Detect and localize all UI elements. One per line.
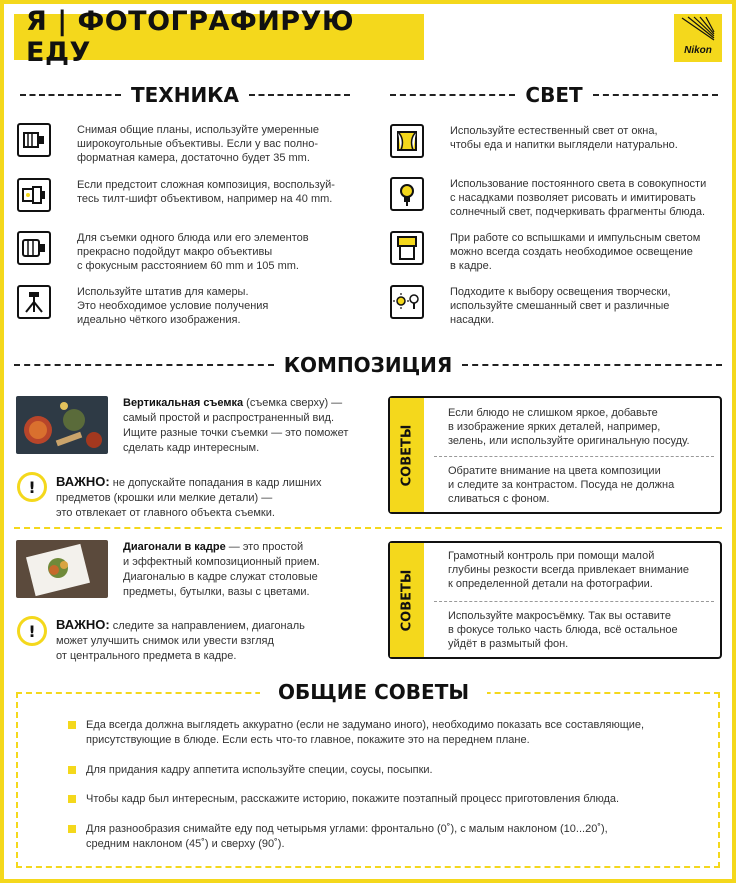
warning-icon: ! <box>17 616 47 646</box>
section-divider <box>14 527 722 529</box>
tilt-shift-lens-icon <box>17 178 51 212</box>
general-tip-text: Еда всегда должна выглядеть аккуратно (если не задумано иного), необходимо показать все составляющие, присутствующие в блюде. Если есть что-то главное, покажите это на переднем плане. <box>86 719 645 746</box>
technique-item-text: Для съемки одного блюда или его элементов прекрасно подойдут макро объективы с фокусным расстоянием 60 mm и 105 mm. <box>77 232 309 272</box>
composition-heading-text: КОМПОЗИЦИЯ <box>283 353 453 377</box>
logo-rays-icon <box>674 14 722 44</box>
warning-icon: ! <box>17 472 47 502</box>
light-item <box>390 285 671 327</box>
macro-lens-icon <box>17 231 51 265</box>
tripod-icon <box>17 285 51 319</box>
food-photo-diagonal <box>16 540 108 598</box>
wide-lens-icon <box>17 123 51 157</box>
tips-label: СОВЕТЫ <box>399 569 415 631</box>
vertical-shot-text <box>123 396 373 456</box>
lamp-icon <box>390 177 424 211</box>
technique-item-text: Если предстоит сложная композиция, воспользуй- тесь тилт-шифт объективом, например на 40 mm. <box>77 179 335 205</box>
warning-lead: ВАЖНО: <box>56 617 110 632</box>
light-item-text: Используйте естественный свет от окна, чтобы еда и напитки выглядели натурально. <box>450 125 678 151</box>
tip-divider <box>434 601 714 602</box>
warning-text-2 <box>56 617 356 664</box>
general-tip-text: Для придания кадру аппетита используйте специи, соусы, посыпки. <box>86 764 433 776</box>
page-title: Я | ФОТОГРАФИРУЮ ЕДУ <box>14 14 424 60</box>
technique-item <box>17 178 335 212</box>
diagonal-body: — это простой и эффектный композиционный прием. Диагональю в кадре служат столовые предметы, бутылки, вазы с цветами. <box>123 541 320 598</box>
technique-item-text: Снимая общие планы, используйте умеренные широкоугольные объективы. Если у вас полно- форматная камера, достаточно будет 35 mm. <box>77 124 319 164</box>
tips-box-1 <box>388 396 722 514</box>
light-item-text: Подходите к выбору освещения творчески, используйте смешанный свет и различные насадки. <box>450 286 671 326</box>
general-tip-text: Для разнообразия снимайте еду под четырьмя углами: фронтально (0˚), с малым наклоном (10...20˚), средним наклоном (45˚) и сверху (90˚). <box>86 823 608 850</box>
light-item <box>390 124 678 158</box>
light-item-text: Использование постоянного света в совокупности с насадками позволяет рисовать и имитировать солнечный свет, подчеркивать фрагменты блюда. <box>450 178 707 218</box>
tip-divider <box>434 456 714 457</box>
light-heading <box>390 80 718 110</box>
composition-heading <box>14 350 722 380</box>
general-heading: ОБЩИЕ СОВЕТЫ <box>260 680 487 704</box>
window-icon <box>390 124 424 158</box>
warning-lead: ВАЖНО: <box>56 474 110 489</box>
bullet-square-icon <box>68 825 76 833</box>
technique-heading-text: ТЕХНИКА <box>130 83 240 107</box>
general-tip-text: Чтобы кадр был интересным, расскажите историю, покажите поэтапный процесс приготовления блюда. <box>86 793 620 805</box>
food-photo-top-view <box>16 396 108 454</box>
warning-body: следите за направлением, диагональ может улучшить снимок или увести взгляд от центрального предмета в кадре. <box>56 620 305 662</box>
general-tip-item <box>68 763 708 778</box>
nikon-logo <box>674 14 722 62</box>
diagonal-lead: Диагонали в кадре <box>123 541 226 553</box>
bullet-square-icon <box>68 721 76 729</box>
warning-body: не допускайте попадания в кадр лишних предметов (крошки или мелкие детали) — это отвлекает от главного объекта съемки. <box>56 477 322 519</box>
technique-item <box>17 123 319 165</box>
vertical-shot-lead: Вертикальная съемка <box>123 397 244 409</box>
technique-item <box>17 285 268 327</box>
tips-box-2 <box>388 541 722 659</box>
tip-item: Используйте макросъёмку. Так вы оставите в фокусе только часть блюда, всё остальное уйдёт в размытый фон. <box>448 610 678 650</box>
light-item-text: При работе со вспышками и импульсным светом можно всегда создать необходимое освещение в кадре. <box>450 232 701 272</box>
tips-tab <box>390 398 424 512</box>
bullet-square-icon <box>68 795 76 803</box>
light-heading-text: СВЕТ <box>525 83 583 107</box>
tip-item: Обратите внимание на цвета композиции и следите за контрастом. Посуда не должна сливаться с фоном. <box>448 465 675 505</box>
bullet-square-icon <box>68 766 76 774</box>
general-tip-item <box>68 718 708 748</box>
light-item <box>390 177 706 219</box>
tip-item: Если блюдо не слишком яркое, добавьте в изображение ярких деталей, например, зелень, или используйте оригинальную посуду. <box>448 407 690 447</box>
technique-heading <box>20 80 350 110</box>
technique-item <box>17 231 309 273</box>
general-tip-item <box>68 792 708 807</box>
sun-bulb-icon <box>390 285 424 319</box>
technique-item-text: Используйте штатив для камеры. Это необходимое условие получения идеально чёткого изображения. <box>77 286 269 326</box>
brand-name: Nikon <box>684 45 712 56</box>
tips-tab <box>390 543 424 657</box>
tip-item: Грамотный контроль при помощи малой глубины резкости всегда привлекает внимание к определенной детали на фотографии. <box>448 550 690 590</box>
diagonal-text <box>123 540 373 600</box>
tips-label: СОВЕТЫ <box>399 424 415 486</box>
flash-icon <box>390 231 424 265</box>
vertical-shot-body: (съемка сверху) — самый простой и распространенный вид. Ищите разные точки съемки — это поможет сделать кадр интересным. <box>123 397 349 454</box>
warning-text-1 <box>56 474 356 521</box>
light-item <box>390 231 700 273</box>
general-tip-item <box>68 822 708 852</box>
